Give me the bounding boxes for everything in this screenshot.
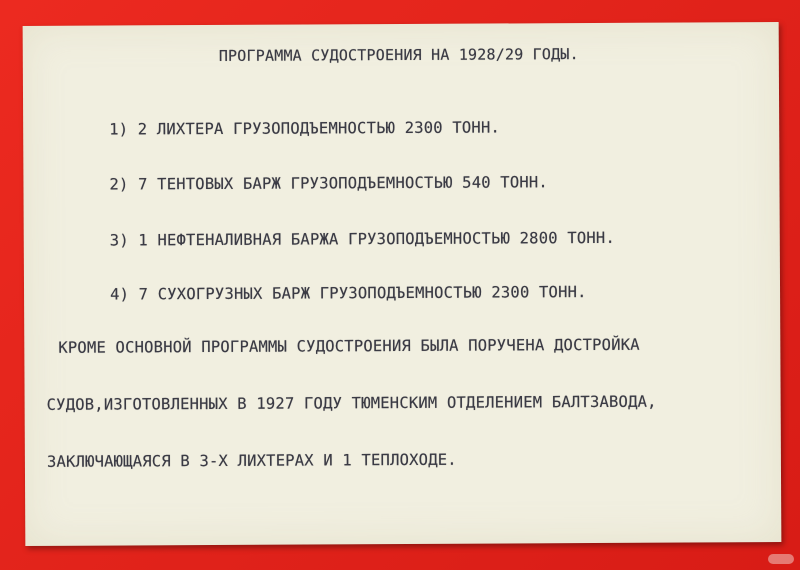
paragraph-line: ЗАКЛЮЧАЮЩАЯСЯ В 3-Х ЛИХТЕРАХ И 1 ТЕПЛОХОДЕ. [46,450,457,471]
list-item: 4) 7 СУХОГРУЗНЫХ БАРЖ ГРУЗОПОДЪЕМНОСТЬЮ 2300 ТОНН. [110,283,587,304]
typewritten-sheet [23,22,782,546]
corner-watermark [768,554,794,564]
list-item: 1) 2 ЛИХТЕРА ГРУЗОПОДЪЕМНОСТЬЮ 2300 ТОНН. [109,118,501,139]
document-title: ПРОГРАММА СУДОСТРОЕНИЯ НА 1928/29 ГОДЫ. [218,45,579,65]
paragraph-line: СУДОВ,ИЗГОТОВЛЕННЫХ В 1927 ГОДУ ТЮМЕНСКИМ ОТДЕЛЕНИЕМ БАЛТЗАВОДА, [46,392,657,414]
paragraph-line: КРОМЕ ОСНОВНОЙ ПРОГРАММЫ СУДОСТРОЕНИЯ БЫЛА ПОРУЧЕНА ДОСТРОЙКА [58,335,640,357]
list-item: 3) 1 НЕФТЕНАЛИВНАЯ БАРЖА ГРУЗОПОДЪЕМНОСТЬЮ 2800 ТОНН. [109,228,615,250]
list-item: 2) 7 ТЕНТОВЫХ БАРЖ ГРУЗОПОДЪЕМНОСТЬЮ 540 ТОНН. [109,173,548,194]
